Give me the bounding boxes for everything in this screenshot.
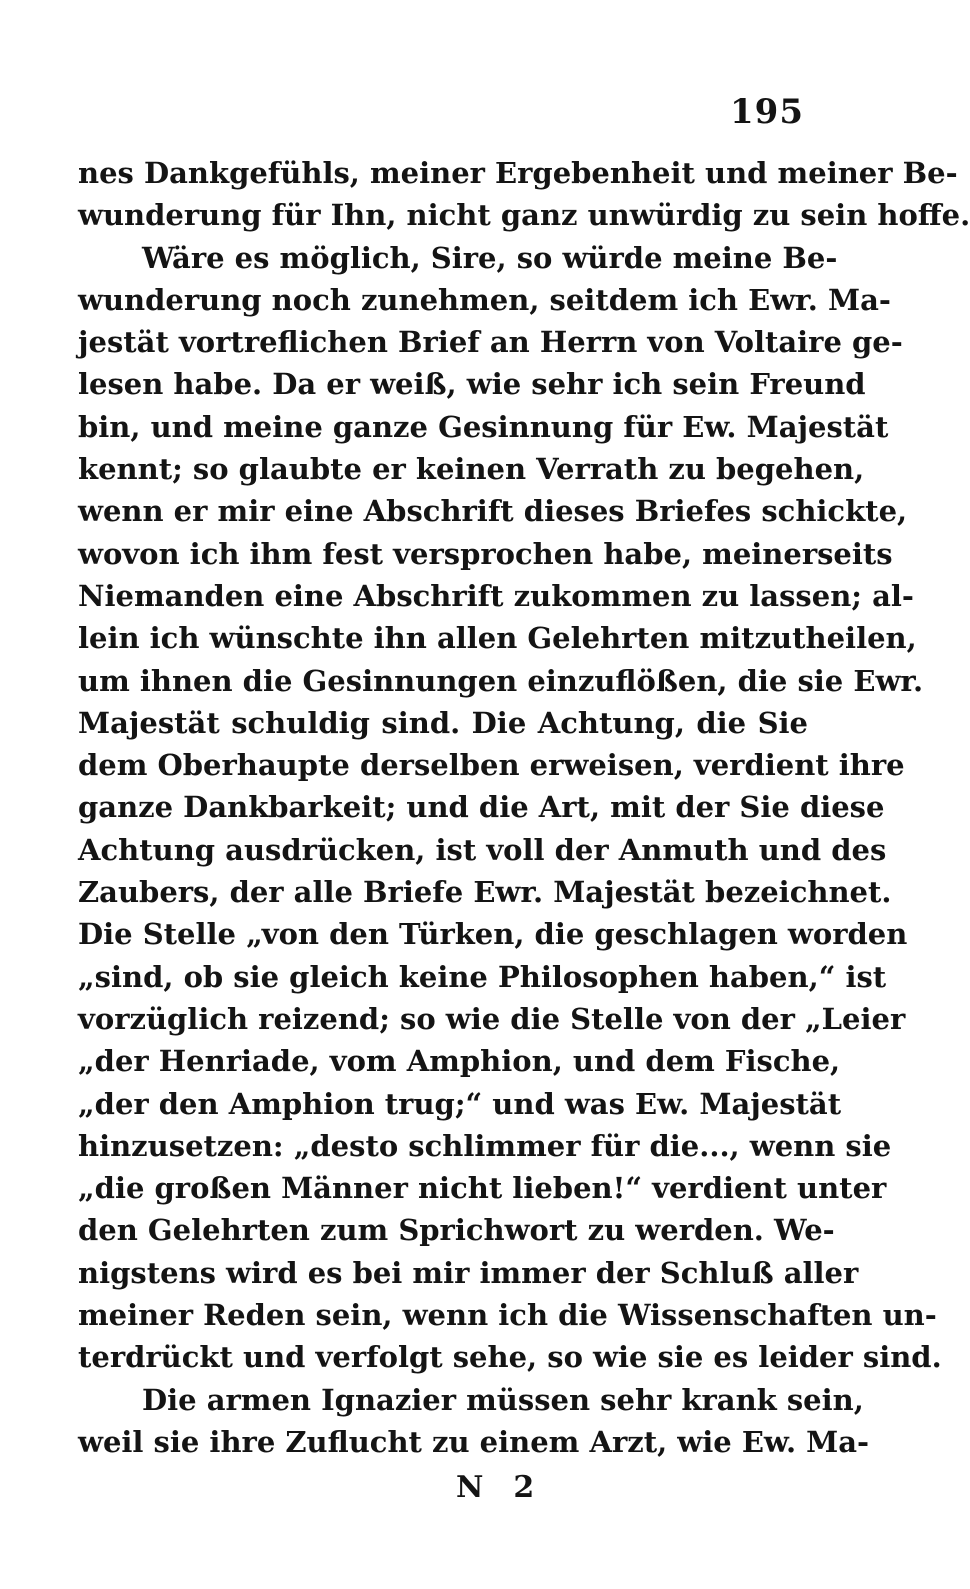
text-line: hinzusetzen: „desto schlimmer für die..., wenn sie [78,1128,892,1163]
text-line: Zaubers, der alle Briefe Ewr. Majestät bezeichnet. [78,875,892,910]
text-line: Majestät schuldig sind. Die Achtung, die Sie [78,705,808,740]
text-line: meiner Reden sein, wenn ich die Wissenschaften un- [78,1298,937,1333]
text-line: nes Dankgefühls, meiner Ergebenheit und meiner Be- [78,156,958,190]
text-line: lein ich wünschte ihn allen Gelehrten mitzutheilen, [78,621,917,656]
text-line: „sind, ob sie gleich keine Philosophen haben,“ ist [78,959,887,994]
text-line: „die großen Männer nicht lieben!“ verdient unter [78,1171,887,1206]
page-number: 195 [730,92,804,132]
text-line: „der Henriade, vom Amphion, und dem Fische, [78,1044,841,1079]
text-line: den Gelehrten zum Sprichwort zu werden. We- [78,1213,835,1248]
text-line: wunderung noch zunehmen, seitdem ich Ewr. Ma- [78,282,891,317]
body-text [78,152,970,1463]
text-line: Achtung ausdrücken, ist voll der Anmuth und des [78,832,887,867]
text-line: weil sie ihre Zuflucht zu einem Arzt, wie Ew. Ma- [78,1424,870,1459]
printer-signature-mark [456,1470,536,1505]
text-line: lesen habe. Da er weiß, wie sehr ich sein Freund [78,367,866,402]
text-line: Niemanden eine Abschrift zukommen zu lassen; al- [78,578,914,613]
text-line: nigstens wird es bei mir immer der Schluß aller [78,1255,859,1290]
text-line: bin, und meine ganze Gesinnung für Ew. Majestät [78,409,889,444]
text-line: wunderung für Ihn, nicht ganz unwürdig zu sein hoffe. [78,198,970,233]
text-line: vorzüglich reizend; so wie die Stelle von der „Leier [78,1001,906,1036]
text-line: wenn er mir eine Abschrift dieses Briefes schickte, [78,494,908,529]
signature-number: 2 [513,1470,537,1505]
paragraph-start-line: Wäre es möglich, Sire, so würde meine Be- [142,240,838,275]
text-line: wovon ich ihm fest versprochen habe, meinerseits [78,536,893,571]
text-line: kennt; so glaubte er keinen Verrath zu begehen, [78,452,865,487]
text-line: „der den Amphion trug;“ und was Ew. Majestät [78,1086,842,1121]
paragraph-start-line: Die armen Ignazier müssen sehr krank sein, [142,1382,864,1417]
text-line: dem Oberhaupte derselben erweisen, verdient ihre [78,748,905,783]
text-line: um ihnen die Gesinnungen einzuflößen, die sie Ewr. [78,663,924,698]
text-line: ganze Dankbarkeit; und die Art, mit der Sie diese [78,790,885,825]
text-line: Die Stelle „von den Türken, die geschlagen worden [78,917,908,952]
text-line: jestät vortreflichen Brief an Herrn von Voltaire ge- [78,325,903,360]
text-line: terdrückt und verfolgt sehe, so wie sie es leider sind. [78,1340,942,1375]
signature-letter: N [456,1470,486,1505]
